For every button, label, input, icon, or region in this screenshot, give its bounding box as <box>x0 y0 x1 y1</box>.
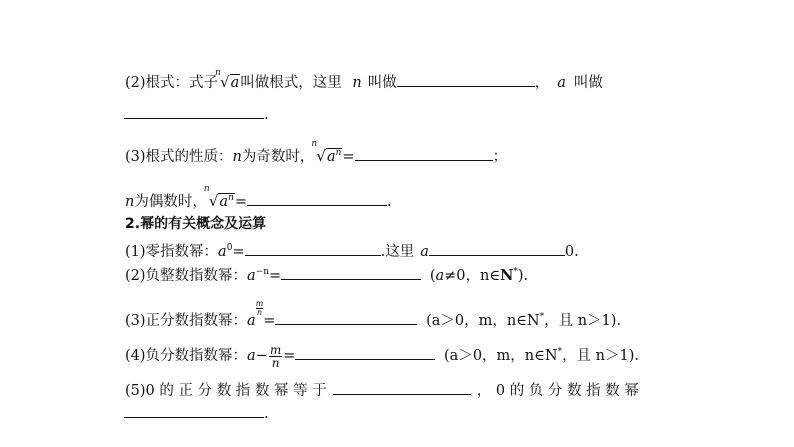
period: . <box>387 194 392 210</box>
radical-index: n <box>311 139 318 149</box>
equals: = <box>263 313 276 329</box>
base: a <box>247 268 256 284</box>
numerator: m <box>255 299 264 308</box>
period: . <box>264 107 269 123</box>
text: 为偶数时， <box>134 194 207 210</box>
var-a: a <box>557 75 566 91</box>
radical-sign-icon: √ <box>220 73 230 91</box>
condition: (a＞0，m，n∈N <box>426 313 540 329</box>
var-n: n <box>125 194 135 210</box>
paren: ). <box>517 268 529 284</box>
answer-blank[interactable] <box>429 241 565 256</box>
equals: = <box>283 348 296 364</box>
radicand: a <box>230 75 240 91</box>
answer-blank[interactable] <box>281 265 421 280</box>
var-a: a <box>435 268 445 284</box>
text: 为奇数时， <box>241 149 315 165</box>
zero-fractional-power-cont <box>124 403 269 424</box>
radical-definition <box>125 68 603 93</box>
var-n: n <box>352 75 362 91</box>
naturals-symbol: N <box>500 267 514 284</box>
positive-fractional-exponent <box>125 300 621 331</box>
base: a <box>247 313 256 329</box>
var-n: n <box>232 149 242 165</box>
base: a <box>326 149 336 165</box>
item-label: (1)零指数幂： <box>125 244 219 260</box>
radical-index: n <box>215 68 221 78</box>
answer-blank[interactable] <box>247 191 387 206</box>
negative-integer-exponent <box>125 262 528 286</box>
radical-expression <box>311 139 342 167</box>
section-heading <box>125 214 266 234</box>
radical-property-odd <box>125 139 508 167</box>
text: ， 0 的 负 分 数 指 数 幂 <box>476 383 639 399</box>
radical-index: n <box>203 184 210 194</box>
equals: = <box>234 194 248 210</box>
answer-blank[interactable] <box>275 310 417 325</box>
condition: ≠0，n∈ <box>444 268 501 284</box>
condition: ，且 n＞1). <box>544 313 622 329</box>
equals: = <box>269 268 282 284</box>
negative-fractional-exponent <box>125 342 639 369</box>
radical-sign-icon: √ <box>208 192 219 210</box>
radical-property-even <box>125 184 392 212</box>
fraction <box>269 344 282 369</box>
text: .这里 <box>380 244 415 260</box>
denominator: n <box>256 308 263 317</box>
exponent: n <box>228 193 234 203</box>
text: 叫做 <box>367 75 397 91</box>
star: * <box>539 312 545 322</box>
answer-blank[interactable] <box>295 345 435 360</box>
answer-blank[interactable] <box>397 72 535 87</box>
condition: (a＞0，m，n∈N <box>444 348 558 364</box>
exponent: 0 <box>226 243 233 253</box>
item-label: (3)正分数指数幂： <box>125 313 248 329</box>
exponent: −n <box>255 267 270 277</box>
radical-expression <box>215 68 240 93</box>
semicolon: ； <box>492 149 508 165</box>
radical-sign-icon: √ <box>316 147 326 165</box>
item-label: (2)负整数指数幂： <box>125 268 248 284</box>
var-a: a <box>420 244 429 260</box>
item-label: (3)根式的性质： <box>125 149 233 165</box>
answer-blank[interactable] <box>245 241 381 256</box>
answer-blank[interactable] <box>124 104 264 119</box>
radical-expression <box>203 184 235 212</box>
minus: − <box>255 348 268 364</box>
item-label: (2)根式：式子 <box>125 75 219 91</box>
text: 0. <box>564 244 579 260</box>
exponent: n <box>335 148 342 158</box>
comma: ， <box>534 75 550 91</box>
section-number: 2 <box>125 216 135 232</box>
answer-blank[interactable] <box>333 380 471 395</box>
paren: ( <box>429 268 436 284</box>
base: a <box>218 244 227 260</box>
condition: ，且 n＞1). <box>562 348 640 364</box>
denominator: n <box>271 355 280 370</box>
radical-definition-cont <box>124 104 269 125</box>
base: a <box>247 348 256 364</box>
section-title: .幂的有关概念及运算 <box>134 216 267 232</box>
base: a <box>219 194 229 210</box>
answer-blank[interactable] <box>355 146 493 161</box>
text: 叫做 <box>573 75 603 91</box>
period: . <box>264 406 269 422</box>
item-label: (4)负分数指数幂： <box>125 348 248 364</box>
star: * <box>557 347 563 357</box>
numerator: m <box>269 342 282 357</box>
answer-blank[interactable] <box>124 403 264 418</box>
text: (5)0 的 正 分 数 指 数 幂 等 于 <box>125 383 327 399</box>
star: * <box>513 267 518 277</box>
equals: = <box>232 244 245 260</box>
equals: = <box>342 149 355 165</box>
text: 叫做根式，这里 <box>240 75 342 91</box>
zero-exponent <box>125 238 579 262</box>
zero-fractional-power <box>125 380 639 401</box>
